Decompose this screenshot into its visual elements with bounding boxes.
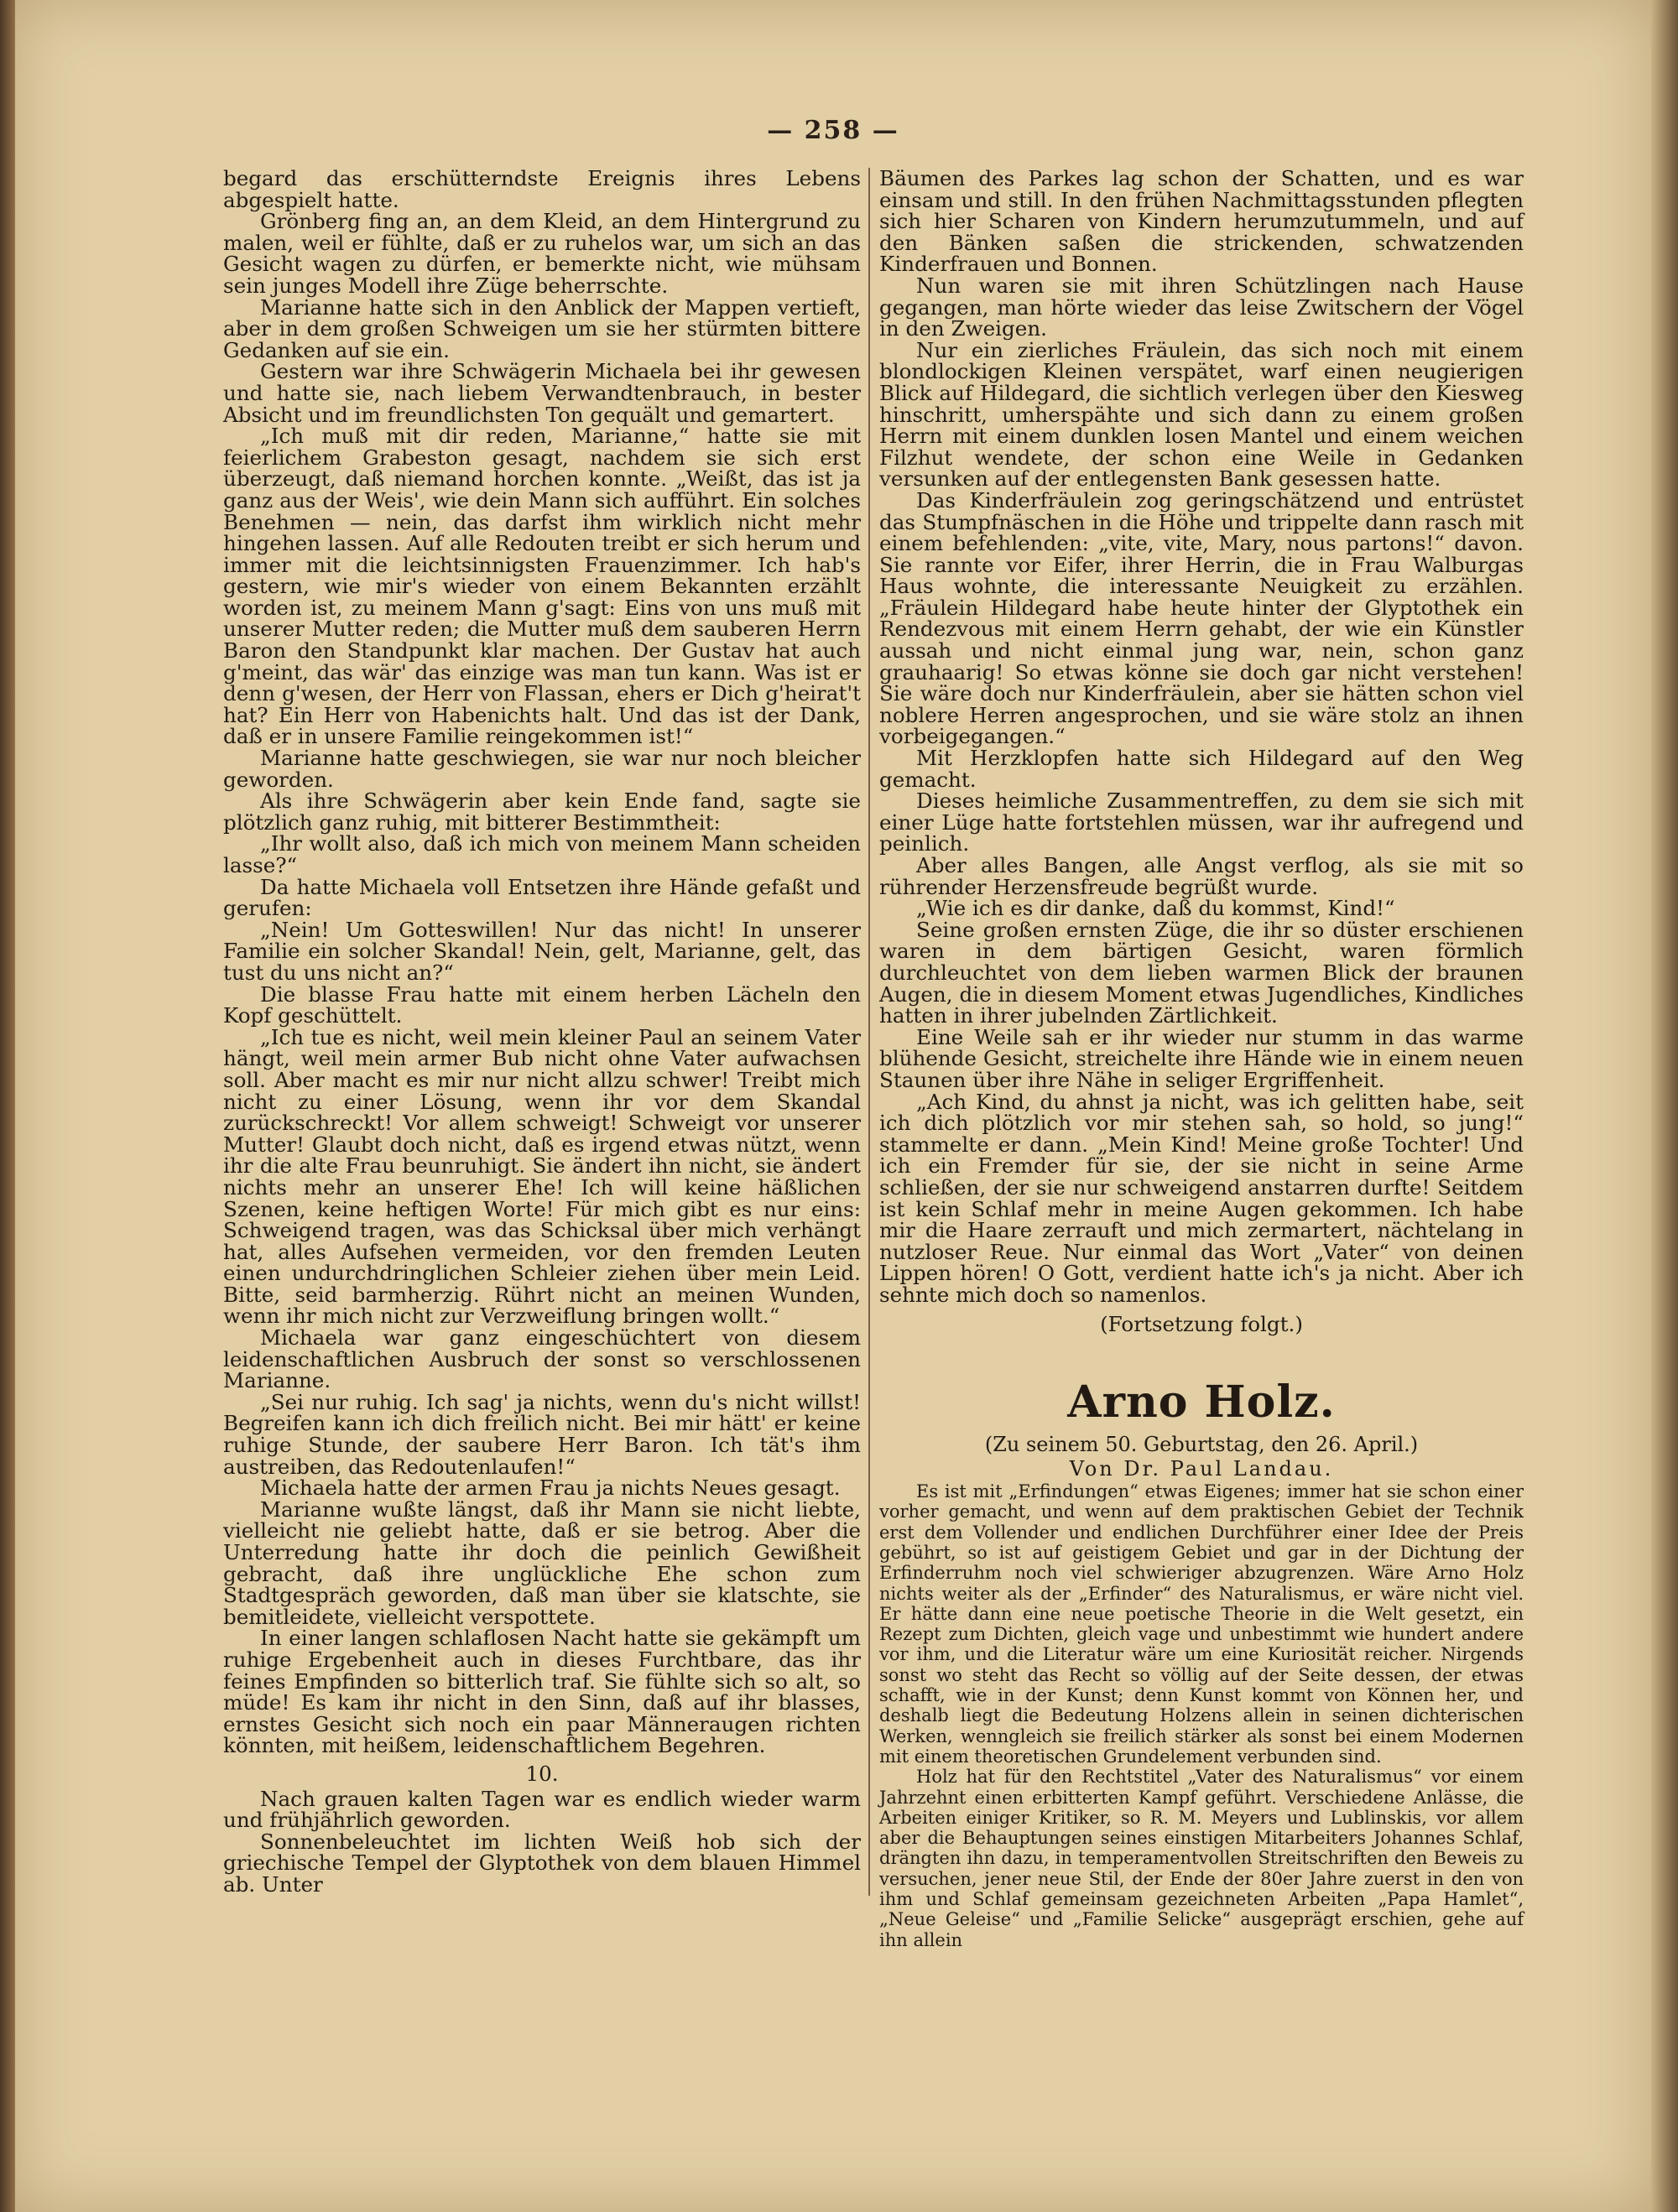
paragraph: „Wie ich es dir danke, daß du kommst, Kind!“ — [916, 896, 1395, 921]
newspaper-page — [15, 0, 1651, 2212]
paragraph: Bäumen des Parkes lag schon der Schatten, und es war einsam und still. In den frühen Nachmittagsstunden pflegten sich hier Scharen von Kindern herumzutummeln, und auf den Bänken saßen die strickenden, schwatzenden Kinderfrauen und Bonnen. — [879, 166, 1524, 277]
paragraph: Nur ein zierliches Fräulein, das sich noch mit einem blondlockigen Kleinen verspätet, warf einen neugierigen Blick auf Hildegard, die sichtlich verlegen über den Kiesweg hinschritt, umherspähte und sich dann zu einem großen Herrn mit einem dunklen losen Mantel und einem weichen Filzhut wendete, der schon eine Weile in Gedanken versunken auf der entlegensten Bank gesessen hatte. — [879, 337, 1524, 492]
page-edge — [1651, 0, 1678, 2212]
article-author: Von Dr. Paul Landau. — [1069, 1457, 1334, 1481]
paragraph: „Nein! Um Gotteswillen! Nur das nicht! In unserer Familie ein solcher Skandal! Nein, gelt, Marianne, gelt, das tust du uns nicht an?“ — [223, 917, 861, 985]
paragraph: Das Kinderfräulein zog geringschätzend und entrüstet das Stumpfnäschen in die Höhe und trippelte dann rasch mit einem befehlenden: „vite, vite, Mary, nous partons!“ davon. Sie rannte vor Eifer, ihrer Herrin, die in Frau Walburgas Haus wohnte, die interessante Neuigkeit zu erzählen. „Fräulein Hildegard habe heute hinter der Glyptothek ein Rendezvous mit einem Herrn gehabt, der wie ein Künstler aussah und nicht einmal jung war, nein, schon ganz grauhaarig! So etwas könne sie doch gar nicht verstehen! Sie wäre doch nur Kinderfräulein, aber sie hätten schon viel noblere Herren angesprochen, und sie wäre stolz an ihnen vorbeigegangen.“ — [879, 487, 1524, 749]
paragraph: Marianne hatte sich in den Anblick der Mappen vertieft, aber in dem großen Schweigen um sie her stürmten bittere Gedanken auf sie ein. — [223, 294, 861, 362]
section-number: 10. — [525, 1761, 559, 1786]
paragraph: „Ich muß mit dir reden, Marianne,“ hatte sie mit feierlichem Grabeston gesagt, nachdem sie sich erst überzeugt, daß niemand horchen konnte. „Weißt, das ist ja ganz aus der Weis', wie dein Mann sich aufführt. Ein solches Benehmen — nein, das darfst ihm wirklich nicht mehr hingehen lassen. Auf alle Redouten treibt er sich herum und immer mit die leichtsinnigsten Frauenzimmer. Ich hab's gestern, wie mir's wieder von einem Bekannten erzählt worden ist, zu meinem Mann g'sagt: Eins von uns muß mit unserer Mutter reden; die Mutter muß dem sauberen Herrn Baron den Standpunkt klar machen. Der Gustav hat auch g'meint, das wär' das einzige was man tun kann. Was ist er denn g'wesen, der Herr von Flassan, ehers er Dich g'heirat't hat? Ein Herr von Habenichts halt. Und das ist der Dank, daß er in unsere Familie reingekommen ist!“ — [223, 424, 861, 749]
paragraph: „Ihr wollt also, daß ich mich von meinem Mann scheiden lasse?“ — [223, 831, 861, 877]
paragraph: Die blasse Frau hatte mit einem herben Lächeln den Kopf geschüttelt. — [223, 981, 861, 1028]
paragraph: begard das erschütterndste Ereignis ihres Lebens abgespielt hatte. — [223, 166, 861, 212]
paragraph: Mit Herzklopfen hatte sich Hildegard auf den Weg gemacht. — [879, 746, 1524, 792]
paragraph: Nun waren sie mit ihren Schützlingen nach Hause gegangen, man hörte wieder das leise Zwitschern der Vögel in den Zweigen. — [879, 273, 1524, 341]
paragraph: Als ihre Schwägerin aber kein Ende fand, sagte sie plötzlich ganz ruhig, mit bitterer Bestimmtheit: — [223, 789, 861, 835]
column-divider — [868, 168, 870, 1896]
paragraph: Grönberg fing an, an dem Kleid, an dem Hintergrund zu malen, weil er fühlte, daß er zu ruhelos war, um sich an das Gesicht wagen zu dürfen, er bemerkte nicht, wie mühsam sein junges Modell ihre Züge beherrschte. — [223, 209, 861, 298]
paragraph: Sonnenbeleuchtet im lichten Weiß hob sich der griechische Tempel der Glyptothek von dem blauen Himmel ab. Unter — [223, 1829, 861, 1897]
paragraph: Gestern war ihre Schwägerin Michaela bei ihr gewesen und hatte sie, nach liebem Verwandtenbrauch, in bester Absicht und im freundlichsten Ton gequält und gemartert. — [223, 359, 861, 427]
paragraph: Marianne hatte geschwiegen, sie war nur noch bleicher geworden. — [223, 746, 861, 792]
article-title: Arno Holz. — [1067, 1377, 1336, 1429]
continued-note: (Fortsetzung folgt.) — [1100, 1312, 1303, 1337]
left-column — [223, 168, 861, 1896]
paragraph: Aber alles Bangen, alle Angst verflog, als sie mit so rührender Herzensfreude begrüßt wurde. — [879, 853, 1524, 899]
paragraph: Dieses heimliche Zusammentreffen, zu dem sie sich mit einer Lüge hatte fortstehlen müssen, war ihr aufregend und peinlich. — [879, 789, 1524, 856]
paragraph: Da hatte Michaela voll Entsetzen ihre Hände gefaßt und gerufen: — [223, 874, 861, 921]
paragraph: Holz hat für den Rechtstitel „Vater des Naturalismus“ vor einem Jahrzehnt einen erbitterten Kampf geführt. Verschiedene Anlässe, die Arbeiten einiger Kritiker, so R. M. Meyers und Lublinskis, vor allem aber die Behauptungen seines einstigen Mitarbeiters Johannes Schlaf, drängten ihn dazu, in temperamentvollen Streitschriften den Beweis zu versuchen, jener neue Stil, der Ende der 80er Jahre zuerst in den von ihm und Schlaf gemeinsam gezeichneten Arbeiten „Papa Hamlet“, „Neue Geleise“ und „Familie Selicke“ ausgeprägt erschien, gehe auf ihn allein — [879, 1767, 1524, 1950]
paragraph: Michaela war ganz eingeschüchtert von diesem leidenschaftlichen Ausbruch der sonst so verschlossenen Marianne. — [223, 1325, 861, 1393]
paragraph: In einer langen schlaflosen Nacht hatte sie gekämpft um ruhige Ergebenheit auch in dieses Furchtbare, das ihr feines Empfinden so bitterlich traf. Sie fühlte sich so alt, so müde! Es kam ihr nicht in den Sinn, daß auf ihr blasses, ernstes Gesicht sich noch ein paar Männeraugen richten könnten, mit heißem, leidenschaftlichem Begehren. — [223, 1626, 861, 1758]
paragraph: Eine Weile sah er ihr wieder nur stumm in das warme blühende Gesicht, streichelte ihre Hände wie in einem neuen Staunen über ihre Nähe in seliger Ergriffenheit. — [879, 1024, 1524, 1092]
paragraph: Seine großen ernsten Züge, die ihr so düster erschienen waren in dem bärtigen Gesicht, waren förmlich durchleuchtet von dem lieben warmen Blick der braunen Augen, die in diesem Moment etwas Jugendliches, Kindliches hatten in ihrer jubelnden Zärtlichkeit. — [879, 917, 1524, 1028]
article-subtitle: (Zu seinem 50. Geburtstag, den 26. April.) — [984, 1433, 1419, 1457]
paragraph: „Ach Kind, du ahnst ja nicht, was ich gelitten habe, seit ich dich plötzlich vor mir stehen sah, so hold, so jung!“ stammelte er dann. „Mein Kind! Meine große Tochter! Und ich ein Fremder für sie, der sie nicht in seine Arme schließen, der sie nur schweigend anstarren durfte! Seitdem ist kein Schlaf mehr in meine Augen gekommen. Ich habe mir die Haare zerrauft und mich zermartert, nächtelang in nutzloser Reue. Nur einmal das Wort „Vater“ von deinen Lippen hören! O Gott, verdient hatte ich's ja nicht. Aber ich sehnte mich doch so namenlos. — [879, 1089, 1524, 1307]
paragraph: Marianne wußte längst, daß ihr Mann sie nicht liebte, vielleicht nie geliebt hatte, daß er sie betrog. Aber die Unterredung hatte ihr doch die peinlich Gewißheit gebracht, daß ihre unglückliche Ehe schon zum Stadtgespräch geworden, daß man über sie klatschte, sie bemitleidete, vielleicht verspottete. — [223, 1496, 861, 1629]
paragraph: Nach grauen kalten Tagen war es endlich wieder warm und frühjährlich geworden. — [223, 1786, 861, 1833]
paragraph: „Ich tue es nicht, weil mein kleiner Paul an seinem Vater hängt, weil mein armer Bub nicht ohne Vater aufwachsen soll. Aber macht es mir nur nicht allzu schwer! Treibt mich nicht zu einer Lösung, wenn ihr vor dem Skandal zurückschreckt! Vor allem schweigt! Schweigt vor unserer Mutter! Glaubt doch nicht, daß es irgend etwas nützt, wenn ihr die alte Frau beunruhigt. Sie ändert ihn nicht, sie ändert nichts mehr an unserer Ehe! Ich will keine häßlichen Szenen, keine heftigen Worte! Für mich gibt es nur eins: Schweigend tragen, was das Schicksal über mich verhängt hat, alles Aufsehen vermeiden, vor den fremden Leuten einen undurchdringlichen Schleier ziehen über mein Leid. Bitte, seid barmherzig. Rührt nicht an meinen Wunden, wenn ihr mich nicht zur Verzweiflung bringen wollt.“ — [223, 1024, 861, 1329]
paragraph: „Sei nur ruhig. Ich sag' ja nichts, wenn du's nicht willst! Begreifen kann ich dich freilich nicht. Bei mir hätt' er keine ruhige Stunde, der saubere Herr Baron. Ich tät's ihm austreiben, das Redoutenlaufen!“ — [223, 1389, 861, 1479]
page-number: — 258 — — [767, 116, 899, 145]
paragraph: Michaela hatte der armen Frau ja nichts Neues gesagt. — [260, 1476, 841, 1501]
right-column — [879, 168, 1524, 1950]
paragraph: Es ist mit „Erfindungen“ etwas Eigenes; immer hat sie schon einer vorher gemacht, und wenn auf dem praktischen Gebiet der Technik erst dem Vollender und endlichen Durchführer einer Idee der Preis gebührt, so ist auf geistigem Gebiet und gar in der Dichtung der Erfinderruhm noch viel schwieriger abzugrenzen. Wäre Arno Holz nichts weiter als der „Erfinder“ des Naturalismus, er wäre nicht viel. Er hätte dann eine neue poetische Theorie in die Welt gesetzt, ein Rezept zum Dichten, gleich vage und unbestimmt wie hundert andere vor ihm, und die Literatur wäre um eine Kuriosität reicher. Nirgends sonst wo steht das Recht so völlig auf der Seite dessen, der etwas schafft, wie in der Kunst; denn Kunst kommt von Können her, und deshalb liegt die Bedeutung Holzens allein in seinen dichterischen Werken, wenngleich sie freilich stärker als sonst bei einem Modernen mit einem theoretischen Grundelement verbunden sind. — [879, 1481, 1524, 1767]
